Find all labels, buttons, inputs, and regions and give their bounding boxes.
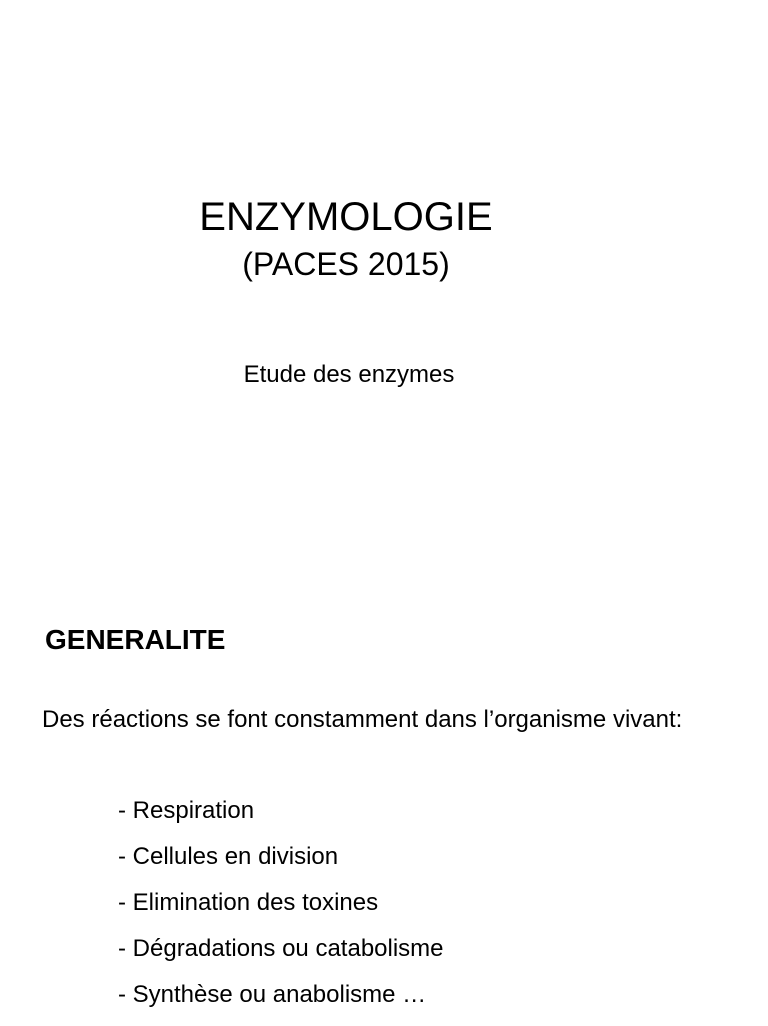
intro-paragraph: Des réactions se font constamment dans l’organisme vivant:: [42, 706, 683, 733]
list-item: - Dégradations ou catabolisme: [118, 935, 444, 962]
document-subtitle: (PACES 2015): [242, 246, 450, 282]
list-item: - Cellules en division: [118, 843, 339, 870]
section-heading: GENERALITE: [45, 624, 226, 655]
study-subheading: Etude des enzymes: [243, 361, 455, 388]
list-item: - Respiration: [118, 797, 255, 824]
list-item: - Synthèse ou anabolisme …: [118, 981, 427, 1008]
document-title: ENZYMOLOGIE: [199, 195, 493, 239]
reaction-list: [118, 796, 444, 1026]
list-item: - Elimination des toxines: [118, 889, 379, 916]
